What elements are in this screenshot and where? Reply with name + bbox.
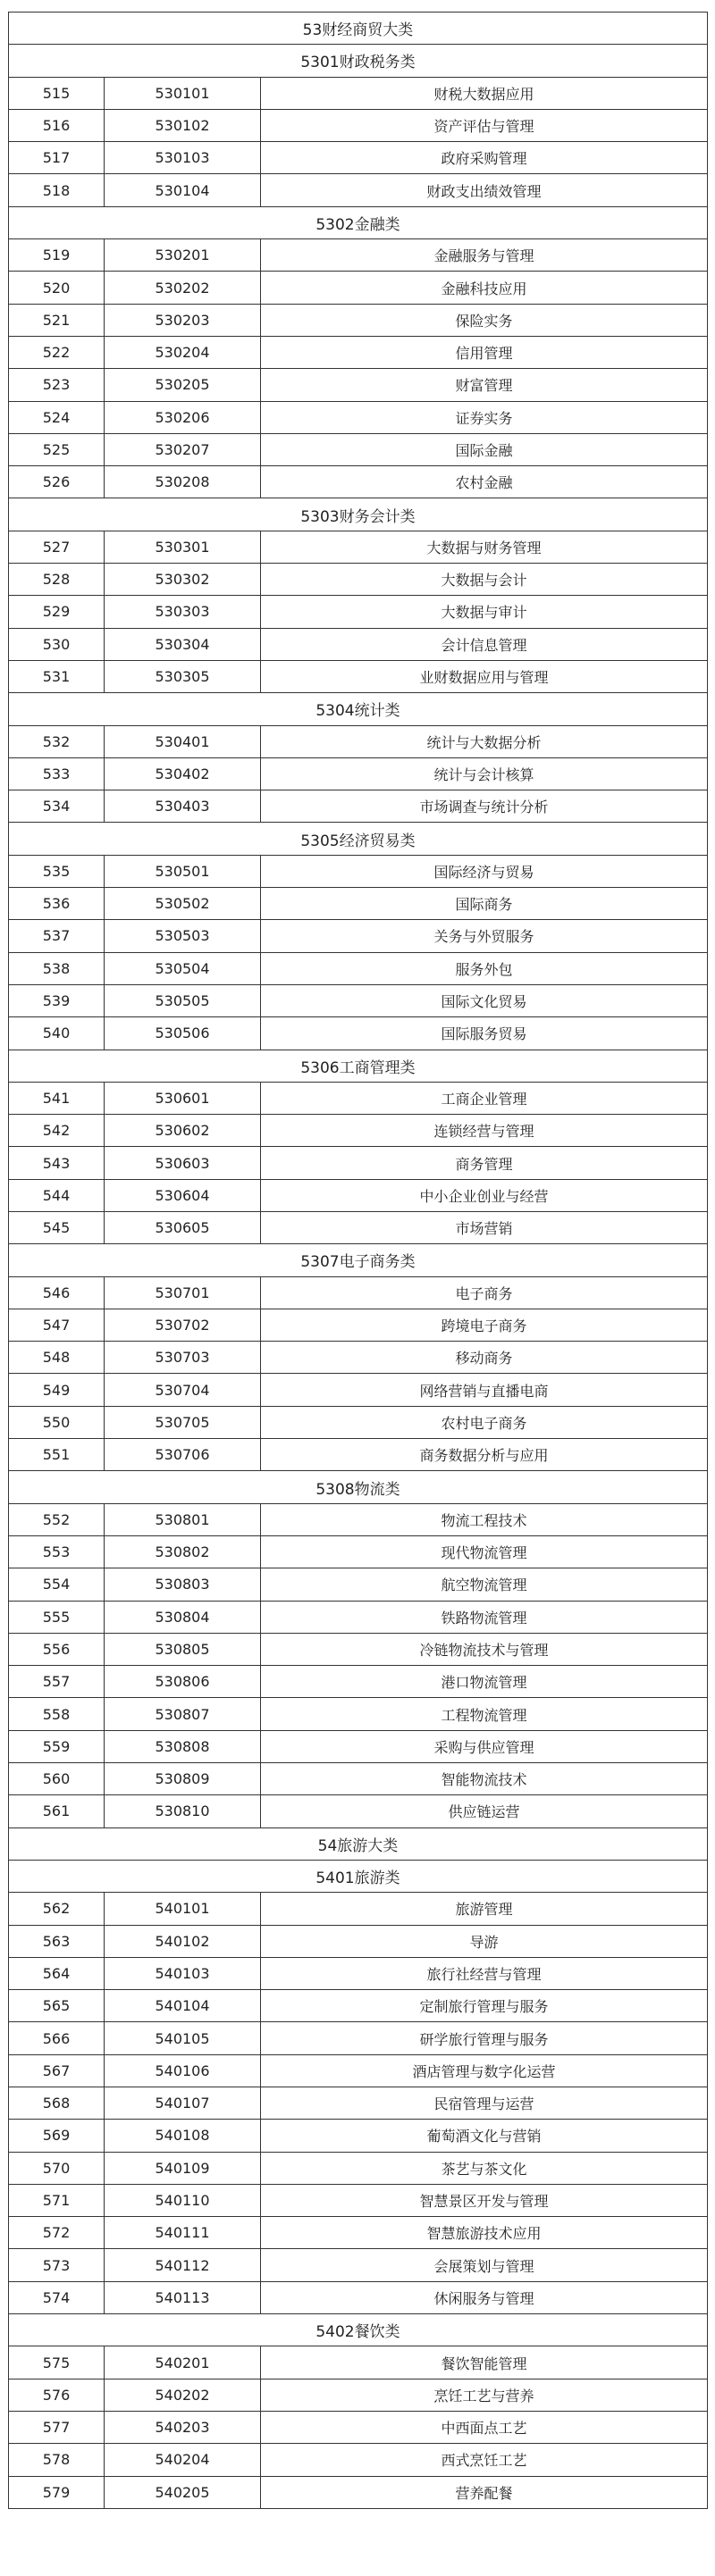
table-row — [9, 790, 708, 823]
seq-number-cell: 545 — [9, 1211, 105, 1243]
major-code-cell: 530702 — [105, 1309, 261, 1341]
seq-number-cell: 567 — [9, 2054, 105, 2087]
major-code-cell: 530805 — [105, 1633, 261, 1665]
table-row — [9, 660, 708, 692]
table-row — [9, 433, 708, 465]
major-name-cell: 关务与外贸服务 — [261, 920, 708, 952]
major-code-cell: 530401 — [105, 725, 261, 757]
major-code-cell: 530207 — [105, 433, 261, 465]
seq-number-cell: 579 — [9, 2476, 105, 2508]
seq-number-cell: 555 — [9, 1601, 105, 1633]
major-code-cell: 540109 — [105, 2152, 261, 2184]
seq-number-cell: 544 — [9, 1179, 105, 1211]
category-header-row — [9, 45, 708, 77]
seq-number-cell: 523 — [9, 369, 105, 401]
major-name-cell: 信用管理 — [261, 336, 708, 368]
major-code-cell: 530206 — [105, 401, 261, 433]
category-title: 5307电子商务类 — [9, 1244, 708, 1276]
major-name-cell: 服务外包 — [261, 952, 708, 984]
major-code-cell: 530305 — [105, 660, 261, 692]
major-code-cell: 530503 — [105, 920, 261, 952]
major-code-cell: 530605 — [105, 1211, 261, 1243]
table-row — [9, 1698, 708, 1730]
major-code-cell: 540113 — [105, 2281, 261, 2313]
table-row — [9, 77, 708, 109]
major-name-cell: 西式烹饪工艺 — [261, 2444, 708, 2476]
table-row — [9, 1309, 708, 1341]
major-name-cell: 跨境电子商务 — [261, 1309, 708, 1341]
major-code-cell: 530704 — [105, 1374, 261, 1406]
table-row — [9, 1535, 708, 1568]
seq-number-cell: 575 — [9, 2346, 105, 2379]
major-name-cell: 餐饮智能管理 — [261, 2346, 708, 2379]
table-row — [9, 2476, 708, 2508]
table-row — [9, 1503, 708, 1535]
major-name-cell: 国际商务 — [261, 888, 708, 920]
major-name-cell: 资产评估与管理 — [261, 109, 708, 141]
major-name-cell: 智慧旅游技术应用 — [261, 2217, 708, 2249]
category-header-row — [9, 498, 708, 531]
table-row — [9, 2152, 708, 2184]
major-code-cell: 530201 — [105, 239, 261, 272]
table-row — [9, 109, 708, 141]
seq-number-cell: 564 — [9, 1957, 105, 1989]
category-header-row — [9, 1244, 708, 1276]
major-code-cell: 540108 — [105, 2120, 261, 2152]
table-row — [9, 336, 708, 368]
table-row — [9, 2120, 708, 2152]
major-code-cell: 540104 — [105, 1990, 261, 2022]
category-header-row — [9, 823, 708, 855]
seq-number-cell: 538 — [9, 952, 105, 984]
seq-number-cell: 521 — [9, 304, 105, 336]
seq-number-cell: 536 — [9, 888, 105, 920]
seq-number-cell: 563 — [9, 1925, 105, 1957]
table-row — [9, 2022, 708, 2054]
major-code-cell: 530602 — [105, 1115, 261, 1147]
major-code-cell: 530604 — [105, 1179, 261, 1211]
seq-number-cell: 534 — [9, 790, 105, 823]
major-name-cell: 会计信息管理 — [261, 628, 708, 660]
major-name-cell: 市场调查与统计分析 — [261, 790, 708, 823]
seq-number-cell: 530 — [9, 628, 105, 660]
seq-number-cell: 525 — [9, 433, 105, 465]
category-header-row — [9, 2314, 708, 2346]
seq-number-cell: 561 — [9, 1795, 105, 1827]
seq-number-cell: 559 — [9, 1730, 105, 1762]
category-header-row — [9, 1471, 708, 1503]
table-row — [9, 1179, 708, 1211]
seq-number-cell: 527 — [9, 531, 105, 563]
table-row — [9, 1082, 708, 1114]
major-code-cell: 530101 — [105, 77, 261, 109]
major-name-cell: 铁路物流管理 — [261, 1601, 708, 1633]
major-code-cell: 530706 — [105, 1439, 261, 1471]
major-code-cell: 530801 — [105, 1503, 261, 1535]
seq-number-cell: 524 — [9, 401, 105, 433]
table-row — [9, 1439, 708, 1471]
category-title: 5305经济贸易类 — [9, 823, 708, 855]
table-row — [9, 1568, 708, 1601]
table-row — [9, 2346, 708, 2379]
table-row — [9, 2054, 708, 2087]
major-name-cell: 智慧景区开发与管理 — [261, 2184, 708, 2216]
table-row — [9, 888, 708, 920]
category-title: 53财经商贸大类 — [9, 13, 708, 45]
major-name-cell: 金融科技应用 — [261, 272, 708, 304]
seq-number-cell: 542 — [9, 1115, 105, 1147]
seq-number-cell: 562 — [9, 1893, 105, 1925]
seq-number-cell: 547 — [9, 1309, 105, 1341]
major-code-cell: 540201 — [105, 2346, 261, 2379]
major-code-cell: 530807 — [105, 1698, 261, 1730]
major-code-cell: 530601 — [105, 1082, 261, 1114]
major-name-cell: 港口物流管理 — [261, 1666, 708, 1698]
seq-number-cell: 570 — [9, 2152, 105, 2184]
major-code-cell: 530205 — [105, 369, 261, 401]
major-code-cell: 540102 — [105, 1925, 261, 1957]
major-name-cell: 定制旅行管理与服务 — [261, 1990, 708, 2022]
table-row — [9, 239, 708, 272]
major-name-cell: 工程物流管理 — [261, 1698, 708, 1730]
seq-number-cell: 531 — [9, 660, 105, 692]
seq-number-cell: 553 — [9, 1535, 105, 1568]
major-code-cell: 540106 — [105, 2054, 261, 2087]
major-name-cell: 国际服务贸易 — [261, 1017, 708, 1050]
seq-number-cell: 519 — [9, 239, 105, 272]
seq-number-cell: 516 — [9, 109, 105, 141]
major-name-cell: 业财数据应用与管理 — [261, 660, 708, 692]
category-title: 5308物流类 — [9, 1471, 708, 1503]
seq-number-cell: 578 — [9, 2444, 105, 2476]
major-name-cell: 移动商务 — [261, 1342, 708, 1374]
major-code-cell: 530202 — [105, 272, 261, 304]
major-code-cell: 540204 — [105, 2444, 261, 2476]
table-row — [9, 1893, 708, 1925]
major-name-cell: 航空物流管理 — [261, 1568, 708, 1601]
table-row — [9, 1406, 708, 1438]
major-code-cell: 530302 — [105, 564, 261, 596]
category-header-row — [9, 1827, 708, 1860]
major-code-cell: 530803 — [105, 1568, 261, 1601]
major-code-cell: 540112 — [105, 2249, 261, 2281]
major-name-cell: 国际经济与贸易 — [261, 855, 708, 887]
seq-number-cell: 577 — [9, 2411, 105, 2443]
major-code-cell: 540205 — [105, 2476, 261, 2508]
major-code-cell: 530501 — [105, 855, 261, 887]
table-row — [9, 1115, 708, 1147]
major-name-cell: 智能物流技术 — [261, 1763, 708, 1795]
seq-number-cell: 572 — [9, 2217, 105, 2249]
major-code-cell: 530403 — [105, 790, 261, 823]
table-row — [9, 2217, 708, 2249]
major-code-cell: 540105 — [105, 2022, 261, 2054]
table-row — [9, 466, 708, 498]
major-name-cell: 金融服务与管理 — [261, 239, 708, 272]
major-name-cell: 中小企业创业与经营 — [261, 1179, 708, 1211]
table-row — [9, 757, 708, 790]
seq-number-cell: 566 — [9, 2022, 105, 2054]
major-name-cell: 网络营销与直播电商 — [261, 1374, 708, 1406]
category-header-row — [9, 13, 708, 45]
seq-number-cell: 574 — [9, 2281, 105, 2313]
major-code-cell: 530502 — [105, 888, 261, 920]
seq-number-cell: 554 — [9, 1568, 105, 1601]
major-name-cell: 证券实务 — [261, 401, 708, 433]
seq-number-cell: 550 — [9, 1406, 105, 1438]
seq-number-cell: 529 — [9, 596, 105, 628]
seq-number-cell: 533 — [9, 757, 105, 790]
major-code-cell: 530504 — [105, 952, 261, 984]
major-name-cell: 保险实务 — [261, 304, 708, 336]
table-row — [9, 369, 708, 401]
table-row — [9, 920, 708, 952]
major-name-cell: 茶艺与茶文化 — [261, 2152, 708, 2184]
seq-number-cell: 557 — [9, 1666, 105, 1698]
table-row — [9, 174, 708, 206]
major-code-cell: 530809 — [105, 1763, 261, 1795]
major-name-cell: 会展策划与管理 — [261, 2249, 708, 2281]
major-name-cell: 葡萄酒文化与营销 — [261, 2120, 708, 2152]
major-name-cell: 工商企业管理 — [261, 1082, 708, 1114]
category-header-row — [9, 206, 708, 238]
seq-number-cell: 549 — [9, 1374, 105, 1406]
seq-number-cell: 548 — [9, 1342, 105, 1374]
seq-number-cell: 526 — [9, 466, 105, 498]
seq-number-cell: 543 — [9, 1147, 105, 1179]
major-code-cell: 540111 — [105, 2217, 261, 2249]
table-row — [9, 564, 708, 596]
seq-number-cell: 576 — [9, 2379, 105, 2411]
table-row — [9, 596, 708, 628]
major-name-cell: 冷链物流技术与管理 — [261, 1633, 708, 1665]
major-name-cell: 大数据与会计 — [261, 564, 708, 596]
table-row — [9, 1633, 708, 1665]
major-name-cell: 连锁经营与管理 — [261, 1115, 708, 1147]
category-header-row — [9, 1050, 708, 1082]
major-name-cell: 大数据与财务管理 — [261, 531, 708, 563]
table-row — [9, 304, 708, 336]
major-name-cell: 营养配餐 — [261, 2476, 708, 2508]
major-name-cell: 供应链运营 — [261, 1795, 708, 1827]
major-name-cell: 国际金融 — [261, 433, 708, 465]
seq-number-cell: 535 — [9, 855, 105, 887]
seq-number-cell: 522 — [9, 336, 105, 368]
major-name-cell: 烹饪工艺与营养 — [261, 2379, 708, 2411]
seq-number-cell: 518 — [9, 174, 105, 206]
category-title: 5302金融类 — [9, 206, 708, 238]
major-code-cell: 530505 — [105, 984, 261, 1016]
table-row — [9, 1017, 708, 1050]
category-title: 5402餐饮类 — [9, 2314, 708, 2346]
table-row — [9, 1666, 708, 1698]
major-name-cell: 酒店管理与数字化运营 — [261, 2054, 708, 2087]
table-row — [9, 1601, 708, 1633]
major-name-cell: 商务管理 — [261, 1147, 708, 1179]
major-name-cell: 电子商务 — [261, 1276, 708, 1309]
seq-number-cell: 552 — [9, 1503, 105, 1535]
major-code-cell: 540203 — [105, 2411, 261, 2443]
major-name-cell: 国际文化贸易 — [261, 984, 708, 1016]
major-name-cell: 市场营销 — [261, 1211, 708, 1243]
table-row — [9, 1763, 708, 1795]
category-title: 54旅游大类 — [9, 1827, 708, 1860]
category-title: 5301财政税务类 — [9, 45, 708, 77]
category-header-row — [9, 1860, 708, 1892]
seq-number-cell: 560 — [9, 1763, 105, 1795]
major-name-cell: 现代物流管理 — [261, 1535, 708, 1568]
major-code-cell: 540101 — [105, 1893, 261, 1925]
table-row — [9, 1990, 708, 2022]
major-code-cell: 530103 — [105, 142, 261, 174]
category-title: 5306工商管理类 — [9, 1050, 708, 1082]
table-row — [9, 1374, 708, 1406]
category-title: 5304统计类 — [9, 693, 708, 725]
major-code-cell: 530808 — [105, 1730, 261, 1762]
major-name-cell: 旅行社经营与管理 — [261, 1957, 708, 1989]
table-row — [9, 531, 708, 563]
major-name-cell: 财富管理 — [261, 369, 708, 401]
major-code-cell: 530203 — [105, 304, 261, 336]
major-code-cell: 530802 — [105, 1535, 261, 1568]
seq-number-cell: 528 — [9, 564, 105, 596]
major-code-cell: 530402 — [105, 757, 261, 790]
major-code-cell: 540103 — [105, 1957, 261, 1989]
major-code-cell: 530301 — [105, 531, 261, 563]
table-row — [9, 1147, 708, 1179]
category-title: 5401旅游类 — [9, 1860, 708, 1892]
catalog-body — [9, 13, 708, 2509]
table-row — [9, 1211, 708, 1243]
seq-number-cell: 517 — [9, 142, 105, 174]
major-code-cell: 540202 — [105, 2379, 261, 2411]
table-row — [9, 2281, 708, 2313]
seq-number-cell: 571 — [9, 2184, 105, 2216]
seq-number-cell: 558 — [9, 1698, 105, 1730]
table-row — [9, 1925, 708, 1957]
seq-number-cell: 541 — [9, 1082, 105, 1114]
seq-number-cell: 540 — [9, 1017, 105, 1050]
seq-number-cell: 569 — [9, 2120, 105, 2152]
major-code-cell: 530705 — [105, 1406, 261, 1438]
table-row — [9, 142, 708, 174]
major-code-cell: 530506 — [105, 1017, 261, 1050]
table-row — [9, 1730, 708, 1762]
major-code-cell: 530603 — [105, 1147, 261, 1179]
table-row — [9, 2249, 708, 2281]
major-name-cell: 统计与会计核算 — [261, 757, 708, 790]
table-row — [9, 2184, 708, 2216]
major-name-cell: 导游 — [261, 1925, 708, 1957]
major-name-cell: 财政支出绩效管理 — [261, 174, 708, 206]
major-code-cell: 530304 — [105, 628, 261, 660]
major-name-cell: 政府采购管理 — [261, 142, 708, 174]
major-code-cell: 530104 — [105, 174, 261, 206]
seq-number-cell: 537 — [9, 920, 105, 952]
major-name-cell: 农村金融 — [261, 466, 708, 498]
table-row — [9, 2411, 708, 2443]
major-code-cell: 530810 — [105, 1795, 261, 1827]
seq-number-cell: 539 — [9, 984, 105, 1016]
seq-number-cell: 573 — [9, 2249, 105, 2281]
table-row — [9, 1957, 708, 1989]
major-catalog-table — [8, 12, 708, 2509]
table-row — [9, 984, 708, 1016]
seq-number-cell: 551 — [9, 1439, 105, 1471]
table-row — [9, 1276, 708, 1309]
major-code-cell: 540110 — [105, 2184, 261, 2216]
seq-number-cell: 565 — [9, 1990, 105, 2022]
major-code-cell: 530204 — [105, 336, 261, 368]
major-code-cell: 530806 — [105, 1666, 261, 1698]
major-name-cell: 大数据与审计 — [261, 596, 708, 628]
major-code-cell: 530804 — [105, 1601, 261, 1633]
seq-number-cell: 520 — [9, 272, 105, 304]
major-name-cell: 旅游管理 — [261, 1893, 708, 1925]
major-name-cell: 商务数据分析与应用 — [261, 1439, 708, 1471]
major-code-cell: 530701 — [105, 1276, 261, 1309]
table-row — [9, 2444, 708, 2476]
major-name-cell: 采购与供应管理 — [261, 1730, 708, 1762]
major-code-cell: 530102 — [105, 109, 261, 141]
major-code-cell: 530703 — [105, 1342, 261, 1374]
major-name-cell: 统计与大数据分析 — [261, 725, 708, 757]
major-code-cell: 540107 — [105, 2087, 261, 2120]
table-row — [9, 725, 708, 757]
major-name-cell: 物流工程技术 — [261, 1503, 708, 1535]
seq-number-cell: 532 — [9, 725, 105, 757]
major-code-cell: 530208 — [105, 466, 261, 498]
table-row — [9, 272, 708, 304]
major-name-cell: 休闲服务与管理 — [261, 2281, 708, 2313]
category-title: 5303财务会计类 — [9, 498, 708, 531]
table-row — [9, 855, 708, 887]
table-row — [9, 1342, 708, 1374]
major-name-cell: 财税大数据应用 — [261, 77, 708, 109]
seq-number-cell: 546 — [9, 1276, 105, 1309]
major-name-cell: 中西面点工艺 — [261, 2411, 708, 2443]
seq-number-cell: 515 — [9, 77, 105, 109]
category-header-row — [9, 693, 708, 725]
major-code-cell: 530303 — [105, 596, 261, 628]
major-name-cell: 研学旅行管理与服务 — [261, 2022, 708, 2054]
seq-number-cell: 556 — [9, 1633, 105, 1665]
major-name-cell: 民宿管理与运营 — [261, 2087, 708, 2120]
table-row — [9, 2087, 708, 2120]
table-row — [9, 1795, 708, 1827]
seq-number-cell: 568 — [9, 2087, 105, 2120]
table-row — [9, 628, 708, 660]
table-row — [9, 952, 708, 984]
major-name-cell: 农村电子商务 — [261, 1406, 708, 1438]
table-row — [9, 401, 708, 433]
table-row — [9, 2379, 708, 2411]
